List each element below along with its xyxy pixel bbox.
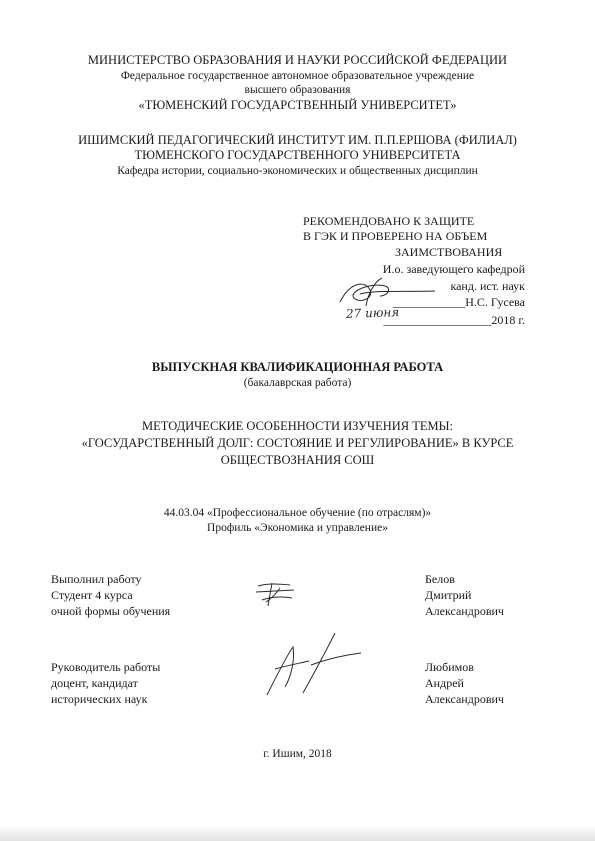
specialty-code: 44.03.04 «Профессиональное обучение (по отраслям)» bbox=[163, 507, 432, 519]
approver-degree: канд. ист. наук bbox=[450, 279, 525, 293]
supervisor-name bbox=[425, 659, 504, 707]
approver-signature bbox=[330, 272, 450, 312]
topic-line-1: МЕТОДИЧЕСКИЕ ОСОБЕННОСТИ ИЗУЧЕНИЯ ТЕМЫ: bbox=[142, 419, 453, 433]
university-genitive: ТЮМЕНСКОГО ГОСУДАРСТВЕННОГО УНИВЕРСИТЕТА bbox=[134, 148, 461, 162]
student-info bbox=[51, 571, 170, 619]
topic-line-2: «ГОСУДАРСТВЕННЫЙ ДОЛГ: СОСТОЯНИЕ И РЕГУЛИРОВАНИЕ» В КУРСЕ bbox=[81, 436, 514, 450]
work-subtype: (бакалаврская работа) bbox=[243, 377, 352, 389]
supervisor-first-name: Андрей bbox=[425, 676, 464, 690]
student-patronymic: Александрович bbox=[425, 604, 504, 618]
approval-line-3: ЗАИМСТВОВАНИЯ bbox=[395, 245, 503, 259]
student-role-2: Студент 4 курса bbox=[51, 588, 133, 602]
supervisor-signature bbox=[255, 625, 365, 700]
work-type: ВЫПУСКНАЯ КВАЛИФИКАЦИОННАЯ РАБОТА bbox=[151, 360, 444, 374]
supervisor-surname: Любимов bbox=[425, 660, 474, 674]
institute-name: ИШИМСКИЙ ПЕДАГОГИЧЕСКИЙ ИНСТИТУТ ИМ. П.П.ЕРШОВА (ФИЛИАЛ) bbox=[78, 133, 517, 147]
supervisor-role-2: доцент, кандидат bbox=[51, 676, 138, 690]
city-year: г. Ишим, 2018 bbox=[263, 748, 332, 760]
supervisor-role-1: Руководитель работы bbox=[51, 660, 161, 674]
topic-line-3: ОБЩЕСТВОЗНАНИЯ СОШ bbox=[220, 453, 375, 467]
handwritten-date: 27 июня bbox=[345, 305, 400, 321]
institution-type: Федеральное государственное автономное образовательное учреждение bbox=[120, 70, 475, 82]
approval-line-1: РЕКОМЕНДОВАНО К ЗАЩИТЕ bbox=[303, 214, 475, 228]
approval-line-2: В ГЭК И ПРОВЕРЕНО НА ОБЪЕМ bbox=[303, 229, 488, 243]
student-first-name: Дмитрий bbox=[425, 588, 472, 602]
student-name bbox=[425, 571, 504, 619]
scan-edge bbox=[0, 826, 595, 841]
student-signature bbox=[250, 580, 300, 608]
department-name: Кафедра истории, социально-экономических и общественных дисциплин bbox=[117, 165, 478, 177]
student-role-3: очной формы обучения bbox=[51, 604, 171, 618]
supervisor-role-3: исторических наук bbox=[51, 692, 148, 706]
education-level: высшего образования bbox=[244, 84, 351, 96]
student-role-1: Выполнил работу bbox=[51, 572, 142, 586]
supervisor-patronymic: Александрович bbox=[425, 692, 504, 706]
approver-position: И.о. заведующего кафедрой bbox=[382, 262, 525, 276]
student-surname: Белов bbox=[425, 572, 455, 586]
approval-date-line: __________________2018 г. bbox=[383, 313, 525, 327]
university-name: «ТЮМЕНСКИЙ ГОСУДАРСТВЕННЫЙ УНИВЕРСИТЕТ» bbox=[138, 98, 457, 112]
supervisor-info bbox=[51, 659, 160, 707]
specialty-profile: Профиль «Экономика и управление» bbox=[207, 522, 388, 534]
ministry-title: МИНИСТЕРСТВО ОБРАЗОВАНИЯ И НАУКИ РОССИЙСКОЙ ФЕДЕРАЦИИ bbox=[87, 53, 508, 67]
approver-name-line: ____________Н.С. Гусева bbox=[393, 295, 525, 309]
